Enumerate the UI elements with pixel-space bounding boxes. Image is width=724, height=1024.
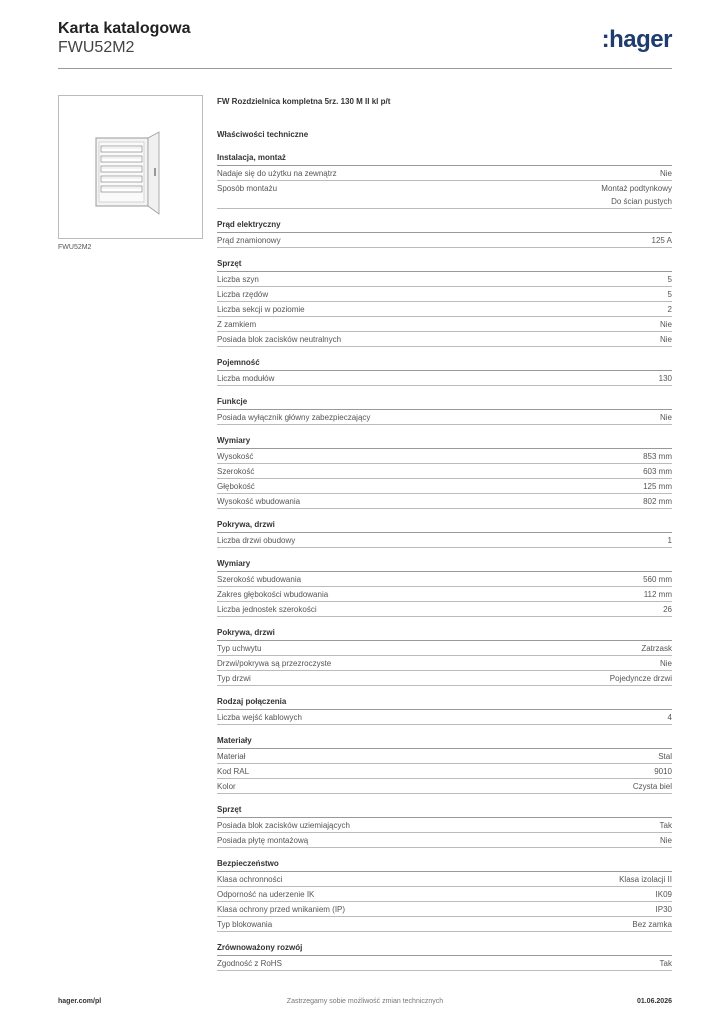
property-value [633,780,672,793]
property-row [217,272,672,287]
property-label: Liczba wejść kablowych [217,713,302,722]
property-label: Zakres głębokości wbudowania [217,590,329,599]
property-value [660,333,672,346]
property-value-line: 2 [667,305,672,314]
property-value-line: 1 [667,536,672,545]
property-value-line: Tak [659,959,672,968]
property-label: Kod RAL [217,767,250,776]
property-value [658,750,672,763]
property-row [217,464,672,479]
property-section [217,941,672,971]
footer-website[interactable]: hager.com/pl [58,998,102,1005]
property-value-line: 853 mm [643,452,672,461]
property-value [663,603,672,616]
property-row [217,671,672,686]
property-label: Prąd znamionowy [217,236,281,245]
property-value [660,834,672,847]
property-row [217,233,672,248]
property-row [217,302,672,317]
property-value [660,657,672,670]
property-section [217,218,672,248]
property-label: Nadaje się do użytku na zewnątrz [217,169,337,178]
property-row [217,371,672,386]
section-title: Wymiary [217,557,672,572]
property-value [660,957,672,970]
property-label: Sposób montażu [217,184,278,193]
property-value-line: 9010 [654,767,672,776]
property-label: Szerokość [217,467,255,476]
property-value-line: Nie [659,836,672,845]
property-row [217,749,672,764]
property-row [217,181,672,209]
property-value [660,819,672,832]
property-row [217,572,672,587]
property-label: Posiada wyłącznik główny zabezpieczający [217,413,371,422]
section-title: Pokrywa, drzwi [217,626,672,641]
property-label: Klasa ochrony przed wnikaniem (IP) [217,905,346,914]
property-label: Klasa ochronności [217,875,283,884]
property-row [217,887,672,902]
property-section [217,734,672,794]
product-image [58,95,203,239]
section-title: Materiały [217,734,672,749]
property-value-line: Do ścian pustych [611,197,672,206]
section-title: Prąd elektryczny [217,218,672,233]
property-section [217,518,672,548]
property-section [217,395,672,425]
property-value [610,672,672,685]
property-value [668,534,672,547]
property-value-line: Klasa izolacji II [619,875,672,884]
property-value [652,234,672,247]
property-section [217,857,672,932]
property-value [660,167,672,180]
product-details [217,96,672,980]
property-row [217,764,672,779]
product-image-caption: FWU52M2 [58,244,92,251]
property-label: Typ blokowania [217,920,273,929]
property-value-line: Stal [658,752,672,761]
hager-logo: :hager [601,26,672,53]
footer-disclaimer: Zastrzegamy sobie możliwość zmian technicznych [286,998,444,1005]
property-row [217,872,672,887]
property-section [217,434,672,509]
property-label: Zgodność z RoHS [217,959,282,968]
property-value [656,903,672,916]
property-row [217,818,672,833]
property-label: Materiał [217,752,246,761]
header-divider [58,68,672,69]
property-row [217,656,672,671]
property-value [643,495,672,508]
property-value-line: 5 [667,275,672,284]
property-label: Posiada płytę montażową [217,836,309,845]
property-value-line: Zatrzask [641,644,672,653]
property-row [217,602,672,617]
property-row [217,410,672,425]
property-label: Typ uchwytu [217,644,262,653]
property-row [217,833,672,848]
property-row [217,317,672,332]
property-row [217,494,672,509]
property-value-line: 560 mm [643,575,672,584]
property-value [619,873,672,886]
section-title: Sprzęt [217,803,672,818]
property-value-line: Nie [659,413,672,422]
property-value [632,918,672,931]
property-value [643,450,672,463]
section-title: Wymiary [217,434,672,449]
property-row [217,332,672,347]
section-title: Sprzęt [217,257,672,272]
section-title: Pokrywa, drzwi [217,518,672,533]
property-value [641,642,672,655]
product-code: FWU52M2 [58,39,135,56]
property-row [217,956,672,971]
property-value-line: 4 [667,713,672,722]
property-row [217,287,672,302]
property-value-line: 603 mm [643,467,672,476]
property-value-line: Tak [659,821,672,830]
property-row [217,533,672,548]
property-label: Odporność na uderzenie IK [217,890,315,899]
property-label: Wysokość [217,452,254,461]
property-row [217,917,672,932]
property-row [217,479,672,494]
property-value-line: Montaż podtynkowy [601,184,672,193]
technical-properties-title: Właściwości techniczne [217,130,309,139]
property-label: Liczba modułów [217,374,275,383]
property-value [643,465,672,478]
property-row [217,710,672,725]
document-title: Karta katalogowa [58,20,191,37]
properties-sections [217,151,672,971]
property-label: Liczba szyn [217,275,259,284]
property-value [668,303,672,316]
property-value [654,765,672,778]
property-value [668,711,672,724]
property-value-line: IP30 [655,905,672,914]
property-section [217,151,672,209]
property-row [217,902,672,917]
page-footer [58,998,672,1010]
property-row [217,587,672,602]
property-section [217,356,672,386]
property-value-line: Bez zamka [632,920,672,929]
property-value-line: Czysta biel [632,782,672,791]
property-value-line: 125 A [651,236,672,245]
property-label: Drzwi/pokrywa są przezroczyste [217,659,332,668]
property-row [217,641,672,656]
property-value-line: 5 [667,290,672,299]
property-row [217,779,672,794]
section-title: Rodzaj połączenia [217,695,672,710]
product-name: FW Rozdzielnica kompletna 5rz. 130 M II kl p/t [217,97,391,106]
property-label: Z zamkiem [217,320,257,329]
property-value-line: Nie [659,335,672,344]
property-label: Wysokość wbudowania [217,497,301,506]
property-label: Liczba rzędów [217,290,269,299]
property-value-line: 125 mm [643,482,672,491]
property-value [644,588,672,601]
section-title: Zrównoważony rozwój [217,941,672,956]
property-value [601,182,672,208]
property-value-line: Nie [659,659,672,668]
property-section [217,695,672,725]
property-value-line: Pojedyncze drzwi [609,674,672,683]
property-section [217,557,672,617]
property-row [217,449,672,464]
property-value [643,573,672,586]
property-label: Liczba jednostek szerokości [217,605,317,614]
property-value [659,372,672,385]
property-label: Posiada blok zacisków neutralnych [217,335,342,344]
property-label: Liczba sekcji w poziomie [217,305,305,314]
property-value [660,318,672,331]
property-value [643,480,672,493]
property-value [668,273,672,286]
property-value-line: Nie [659,169,672,178]
property-value-line: 130 [658,374,672,383]
distribution-board-illustration [59,96,202,238]
section-title: Bezpieczeństwo [217,857,672,872]
property-label: Typ drzwi [217,674,251,683]
section-title: Instalacja, montaż [217,151,672,166]
property-label: Liczba drzwi obudowy [217,536,296,545]
property-value [656,888,672,901]
property-section [217,626,672,686]
property-section [217,257,672,347]
property-label: Kolor [217,782,236,791]
section-title: Funkcje [217,395,672,410]
property-value [660,411,672,424]
property-label: Głębokość [217,482,255,491]
section-title: Pojemność [217,356,672,371]
property-value-line: IK09 [655,890,672,899]
property-label: Posiada blok zacisków uziemiających [217,821,350,830]
property-row [217,166,672,181]
property-value-line: 112 mm [643,590,672,599]
footer-date: 01.06.2026 [636,998,672,1005]
page-header [58,20,672,68]
property-section [217,803,672,848]
property-value-line: 802 mm [643,497,672,506]
property-label: Szerokość wbudowania [217,575,302,584]
property-value-line: Nie [659,320,672,329]
property-value-line: 26 [663,605,672,614]
property-value [668,288,672,301]
